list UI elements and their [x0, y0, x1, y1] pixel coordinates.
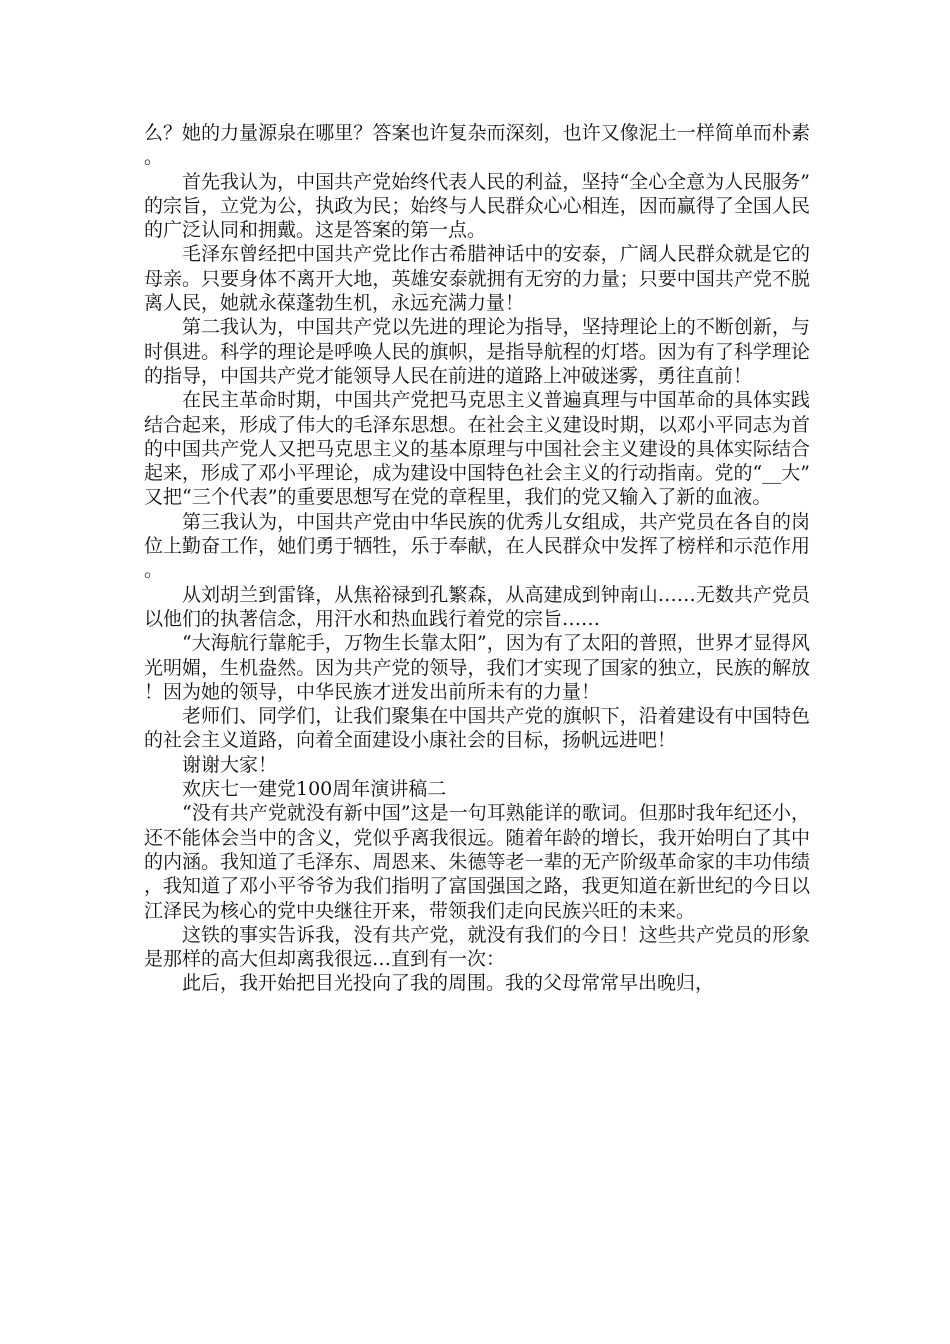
- paragraph-song-lyric: “没有共产党就没有新中国”这是一句耳熟能详的歌词。但那时我年纪还小，还不能体会当中的含义，党似乎离我很远。随着年龄的增长，我开始明白了其中的内涵。我知道了毛泽东、周恩来、朱德等老一辈的无产阶级革命家的丰功伟绩，我知道了邓小平爷爷为我们指明了富国强国之路，我更知道在新世纪的今日以江泽民为核心的党中央继往开来，带领我们走向民族兴旺的未来。: [144, 802, 810, 922]
- paragraph-role-models: 从刘胡兰到雷锋，从焦裕禄到孔繁森，从高建成到钟南山……无数共产党员以他们的执著信念，用汗水和热血践行着党的宗旨……: [144, 583, 810, 630]
- paragraph-parents: 此后，我开始把目光投向了我的周围。我的父母常常早出晚归，: [182, 972, 715, 995]
- paragraph-antaeus: 毛泽东曾经把中国共产党比作古希腊神话中的安泰，广阔人民群众就是它的母亲。只要身体不离开大地，英雄安泰就拥有无穷的力量；只要中国共产党不脱离人民，她就永葆蓬勃生机，永远充满力量！: [144, 243, 810, 315]
- paragraph-second-point: 第二我认为，中国共产党以先进的理论为指导，坚持理论上的不断创新，与时俱进。科学的理论是呼唤人民的旗帜，是指导航程的灯塔。因为有了科学理论的指导，中国共产党才能领导人民在前进的道路上冲破迷雾，勇往直前！: [144, 316, 810, 387]
- document-page: [144, 121, 810, 996]
- paragraph-continuation: 么？她的力量源泉在哪里？答案也许复杂而深刻，也许又像泥土一样简单而朴素。: [144, 122, 810, 169]
- section-title: 欢庆七一建党100周年演讲稿二: [182, 778, 447, 801]
- paragraph-theory-history: 在民主革命时期，中国共产党把马克思主义普遍真理与中国革命的具体实践结合起来，形成了伟大的毛泽东思想。在社会主义建设时期，以邓小平同志为首的中国共产党人又把马克思主义的基本原理与中国社会主义建设的具体实际结合起来，形成了邓小平理论，成为建设中国特色社会主义的行动指南。党的“__大”又把“三个代表”的重要思想写在党的章程里，我们的党又输入了新的血液。: [144, 389, 810, 509]
- paragraph-third-point: 第三我认为，中国共产党由中华民族的优秀儿女组成，共产党员在各自的岗位上勤奋工作，她们勇于牺牲，乐于奉献，在人民群众中发挥了榜样和示范作用。: [144, 510, 810, 582]
- paragraph-first-point: 首先我认为，中国共产党始终代表人民的利益，坚持“全心全意为人民服务”的宗旨，立党为公，执政为民；始终与人民群众心心相连，因而赢得了全国人民的广泛认同和拥戴。这是答案的第一点。: [144, 170, 810, 242]
- paragraph-call-to-action: 老师们、同学们，让我们聚集在中国共产党的旗帜下，沿着建设有中国特色的社会主义道路，向着全面建设小康社会的目标，扬帆远进吧！: [144, 705, 810, 752]
- paragraph-thanks: 谢谢大家！: [182, 753, 278, 776]
- paragraph-iron-facts: 这铁的事实告诉我，没有共产党，就没有我们的今日！这些共产党员的形象是那样的高大但却离我很远…直到有一次：: [144, 923, 810, 971]
- paragraph-sun-metaphor: “大海航行靠舵手，万物生长靠太阳”，因为有了太阳的普照，世界才显得风光明媚，生机盎然。因为共产党的领导，我们才实现了国家的独立，民族的解放！因为她的领导，中华民族才迸发出前所未有的力量！: [144, 632, 810, 703]
